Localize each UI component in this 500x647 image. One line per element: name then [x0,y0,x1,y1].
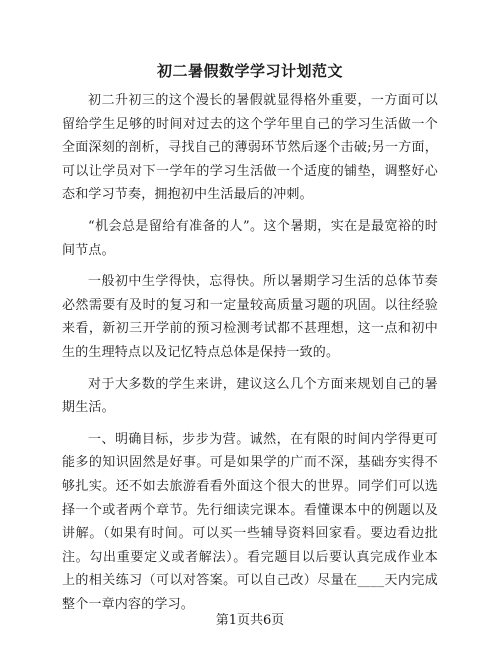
document-body [62,89,438,624]
paragraph-memory: 一般初中生学得快，忘得快。所以暑期学习生活的总体节奏必然需要有及时的复习和一定量较高质量习题的巩固。以往经验来看，新初三开学前的预习检测考试都不甚理想，这一点和初中生的生理特点以及记忆特点总体是保持一致的。 [62,274,438,360]
document-title: 初二暑假数学学习计划范文 [156,62,343,80]
page-footer: 第1页共6页 [215,613,285,628]
paragraph-goal: 一、明确目标，步步为营。诚然，在有限的时间内学得更可能多的知识固然是好事。可是如果学的广而不深，基础夯实得不够扎实。还不如去旅游看看外面这个很大的世界。同学们可以选择一个或者两个章节。先行细读完课本。看懂课本中的例题以及讲解。（如果有时间。可以买一些辅导资料回家看。要边看边批注。勾出重要定义或者解法）。看完题目以后要认真完成作业本上的相关练习（可以对答案。可以自己改）尽量在____天内完成整个一章内容的学习。 [62,431,438,612]
paragraph-advice: 对于大多数的学生来讲，建议这么几个方面来规划自己的暑期生活。 [62,376,438,416]
paragraph-quote: “机会总是留给有准备的人”。这个暑期，实在是最宽裕的时间节点。 [62,218,438,258]
paragraph-intro: 初二升初三的这个漫长的暑假就显得格外重要，一方面可以留给学生足够的时间对过去的这个学年里自己的学习生活做一个全面深刻的剖析，寻找自己的薄弱环节然后逐个击破;另一方面，可以让学员对下一学年的学习生活做一个适度的铺垫，调整好心态和学习节奏，拥抱初中生活最后的冲刺。 [62,93,438,203]
